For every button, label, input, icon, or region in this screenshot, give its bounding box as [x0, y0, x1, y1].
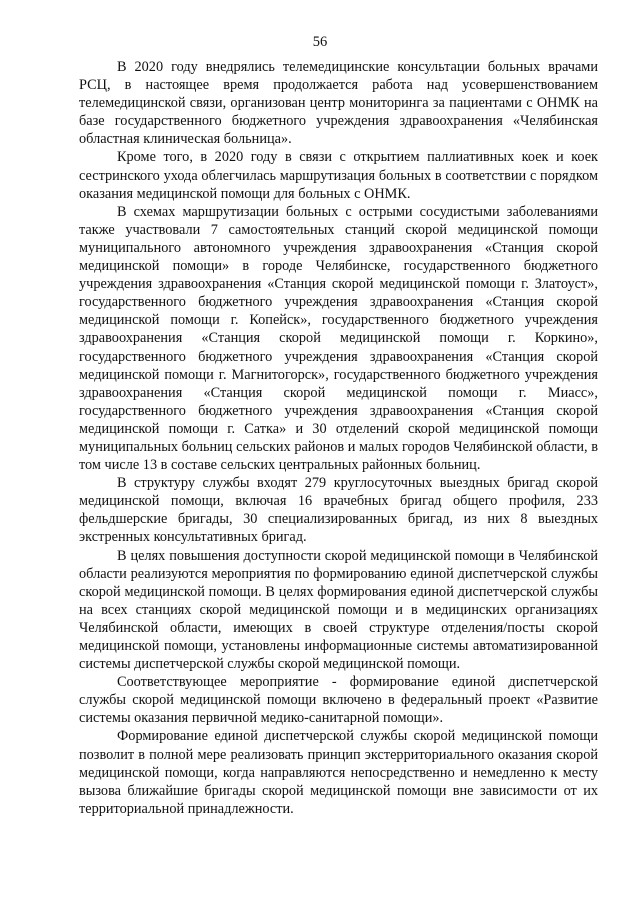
document-body: [79, 58, 598, 818]
paragraph-federal-project: Соответствующее мероприятие - формирование единой диспетчерской службы скорой медицинской помощи включено в федеральный проект «Развитие системы оказания первичной медико-санитарной помощи».: [79, 674, 598, 727]
paragraph-dispatch-service: В целях повышения доступности скорой медицинской помощи в Челябинской области реализуются мероприятия по формированию единой диспетчерской службы скорой медицинской помощи. В целях формирования единой диспетчерской службы на всех станциях скорой медицинской помощи и в медицинских организациях Челябинской области, имеющих в своей структуре отделения/посты скорой медицинской помощи, установлены информационные системы автоматизированной системы диспетчерской службы скорой медицинской помощи.: [79, 547, 598, 673]
paragraph-service-structure: В структуру службы входят 279 круглосуточных выездных бригад скорой медицинской помощи, включая 16 врачебных бригад общего профиля, 233 фельдшерские бригады, 30 специализированных бригад, из них 8 выездных экстренных консультативных бригад.: [79, 475, 598, 546]
paragraph-extraterritorial: Формирование единой диспетчерской службы скорой медицинской помощи позволит в полной мере реализовать принцип экстерриториального оказания скорой медицинской помощи, когда направляются непосредственно и немедленно к месту вызова ближайшие бригады скорой медицинской помощи вне зависимости от их территориальной принадлежности.: [79, 728, 598, 817]
page-number: 56: [312, 34, 328, 50]
paragraph-palliative-beds: Кроме того, в 2020 году в связи с открытием паллиативных коек и коек сестринского ухода облегчилась маршрутизация больных в соответствии с порядком оказания медицинской помощи для больных с ОНМК.: [79, 149, 598, 202]
paragraph-routing-schemes: В схемах маршрутизации больных с острыми сосудистыми заболеваниями также участвовали 7 самостоятельных станций скорой медицинской помощи муниципального автономного учреждения здравоохранения «Станция скорой медицинской помощи» в городе Челябинске, государственного бюджетного учреждения здравоохранения «Станция скорой медицинской помощи г. Златоуст», государственного бюджетного учреждения здравоохранения «Станция скорой медицинской помощи г. Копейск», государственного бюджетного учреждения здравоохранения «Станция скорой медицинской помощи г. Коркино», государственного бюджетного учреждения здравоохранения «Станция скорой медицинской помощи г. Магнитогорск», государственного бюджетного учреждения здравоохранения «Станция скорой медицинской помощи г. Миасс», государственного бюджетного учреждения здравоохранения «Станция скорой медицинской помощи г. Сатка» и 30 отделений скорой медицинской помощи муниципальных больниц сельских районов и малых городов Челябинской области, в том числе 13 в составе сельских центральных районных больниц.: [79, 203, 598, 474]
paragraph-telemedicine: В 2020 году внедрялись телемедицинские консультации больных врачами РСЦ, в настоящее время продолжается работа над усовершенствованием телемедицинской связи, организован центр мониторинга за пациентами с ОНМК на базе государственного бюджетного учреждения здравоохранения «Челябинская областная клиническая больница».: [79, 59, 598, 148]
